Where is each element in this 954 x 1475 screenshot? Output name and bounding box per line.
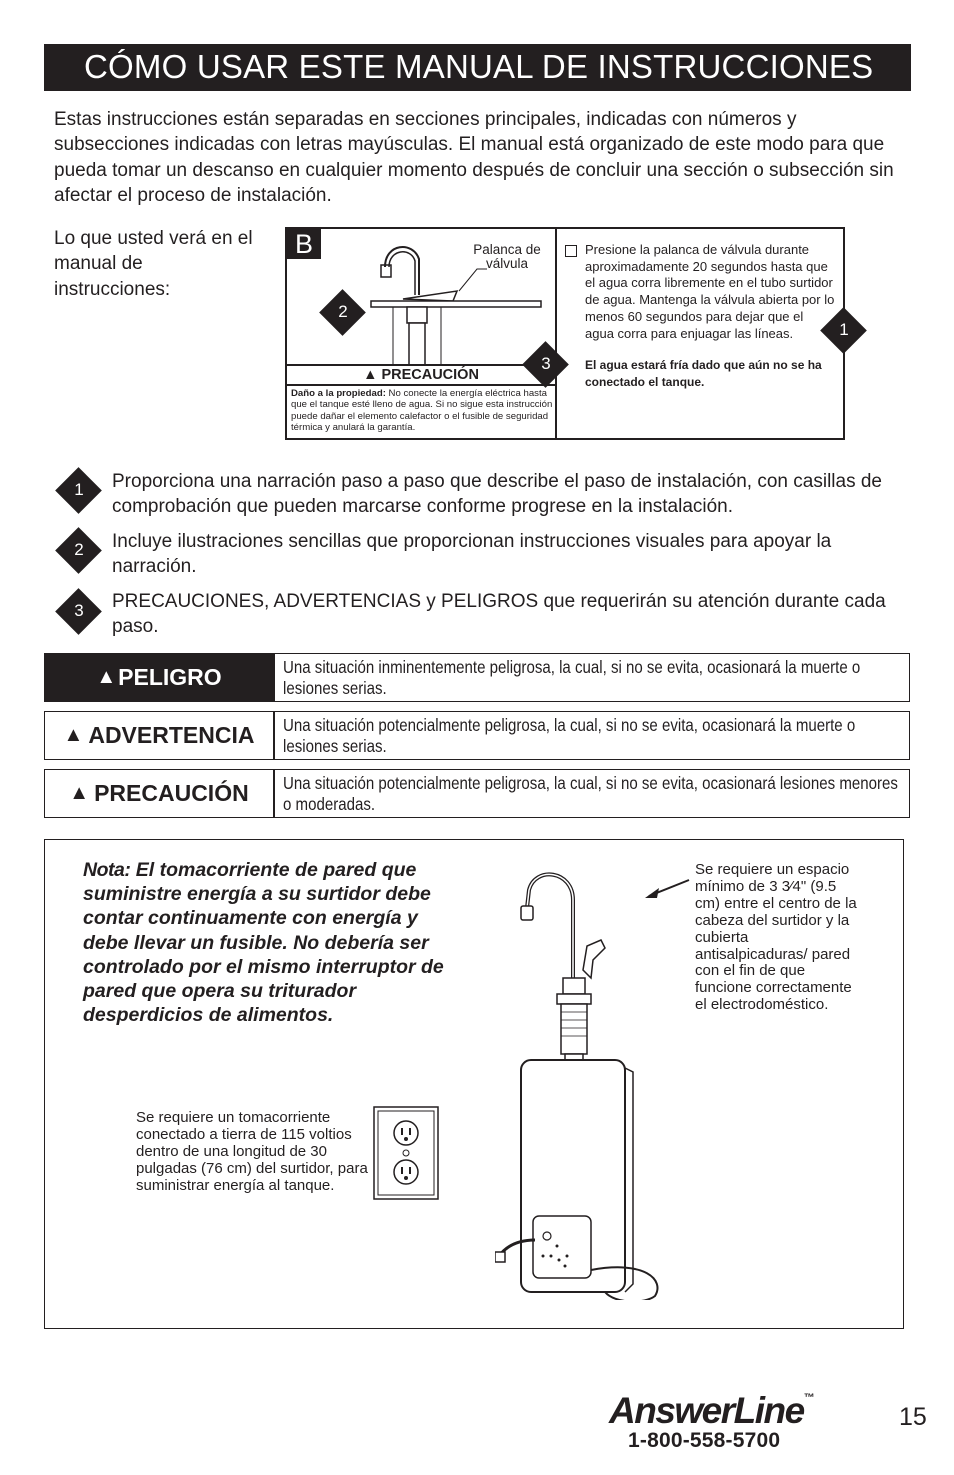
example-caution-heading — [287, 364, 555, 386]
valve-label: Palanca de válvula — [473, 242, 541, 271]
phone-number: 1-800-558-5700 — [628, 1429, 781, 1452]
caution-description: Una situación potencialmente peligrosa, la cual, si no se evita, ocasionará lesiones menores o moderadas. — [283, 773, 898, 814]
example-caution-bold: Daño a la propiedad: — [291, 388, 386, 399]
warning-icon: ▲ — [63, 724, 84, 746]
hazard-row-danger — [44, 653, 910, 702]
answerline-logo — [609, 1390, 815, 1432]
wall-outlet-illustration — [373, 1106, 439, 1200]
callout-3-number: 3 — [541, 354, 551, 373]
legend-2-text: Incluye ilustraciones sencillas que proporcionan instrucciones visuales para apoyar la narración. — [112, 531, 832, 577]
danger-label-text: PELIGRO — [118, 664, 222, 690]
page-number: 15 — [899, 1403, 927, 1431]
example-caution-text — [291, 388, 553, 433]
warning-label — [45, 712, 273, 759]
legend-3-text: PRECAUCIONES, ADVERTENCIAS y PELIGROS que requerirán su atención durante cada paso. — [112, 591, 886, 637]
legend-1-text: Proporciona una narración paso a paso que describe el paso de instalación, con casillas de comprobación que pueden marcarse conforme progrese en la instalación. — [112, 471, 882, 517]
caution-label — [45, 770, 273, 817]
step-checkbox[interactable] — [565, 245, 577, 257]
hazard-divider — [273, 770, 275, 817]
hazard-row-warning — [44, 711, 910, 760]
example-step-text: Presione la palanca de válvula durante aproximadamente 20 segundos hasta que el agua corra libremente en el tubo surtidor de agua. Mantenga la válvula abierta por lo menos 60 segundos para dejar que el agua corra para enjuagar las líneas. — [585, 242, 835, 341]
note-body: El tomacorriente de pared que suministre energía a su surtidor debe contar continuamente con energía y debe llevar un fusible. No debería ser controlado por el mismo interruptor de pared que opera su triturador desperdicios de alimentos. — [83, 859, 444, 1027]
example-caution-label: PRECAUCIÓN — [381, 367, 479, 383]
trademark-symbol: ™ — [803, 1392, 815, 1404]
spout-caption: Se requiere un espacio mínimo de 3 3⁄4" (9.5 cm) entre el centro de la cabeza del surtidor y la cubierta antisalpicaduras/ pared con el fin de que funcione correctamente el electrodoméstico. — [695, 861, 857, 1014]
legend-2-number: 2 — [74, 540, 84, 559]
caution-label-text: PRECAUCIÓN — [94, 780, 249, 806]
callout-2-number: 2 — [338, 302, 348, 321]
example-label: Lo que usted verá en el manual de instrucciones: — [54, 228, 253, 300]
example-step — [565, 242, 835, 342]
callout-1-number: 1 — [839, 320, 849, 339]
title-bar — [44, 44, 911, 91]
legend-1-number: 1 — [74, 480, 84, 499]
intro-paragraph: Estas instrucciones están separadas en secciones principales, indicadas con números y subsecciones indicadas con letras mayúsculas. El manual está organizado de este modo para que pueda tomar un descanso en cualquier momento después de concluir una sección o subsección sin afectar el proceso de instalación. — [54, 109, 894, 207]
warning-icon: ▲ — [69, 782, 90, 804]
warning-icon: ▲ — [363, 367, 378, 383]
outlet-caption: Se requiere un tomacorriente conectado a tierra de 115 voltios dentro de una longitud de 30 pulgadas (76 cm) del surtidor, para suministrar energía al tanque. — [136, 1109, 368, 1194]
hazard-divider — [273, 712, 275, 759]
note-text — [83, 858, 453, 1027]
example-box — [285, 227, 845, 440]
page-title: CÓMO USAR ESTE MANUAL DE INSTRUCCIONES — [84, 48, 874, 85]
warning-icon: ▲ — [96, 666, 117, 688]
legend-3-number: 3 — [74, 601, 84, 620]
brand-name: AnswerLine — [609, 1390, 804, 1431]
example-step-note: El agua estará fría dado que aún no se ha conectado el tanque. — [585, 358, 822, 389]
example-caution-body: No conecte la energía eléctrica hasta que el tanque esté lleno de agua. Si no sigue esta instrucción puede dañar el elemento calefactor o el fusible de seguridad térmica y anulará la garantía. — [291, 388, 553, 433]
hazard-divider — [273, 654, 275, 701]
example-divider — [555, 229, 557, 438]
note-lead: Nota: — [83, 859, 131, 881]
hazard-row-caution — [44, 769, 910, 818]
dispenser-tank-illustration — [495, 860, 695, 1300]
danger-label — [45, 654, 273, 701]
note-box — [44, 839, 904, 1329]
warning-description: Una situación potencialmente peligrosa, la cual, si no se evita, ocasionará la muerte o lesiones serias. — [283, 715, 856, 756]
section-letter: B — [287, 229, 321, 259]
warning-label-text: ADVERTENCIA — [88, 722, 255, 748]
danger-description: Una situación inminentemente peligrosa, la cual, si no se evita, ocasionará la muerte o lesiones serias. — [283, 657, 861, 698]
